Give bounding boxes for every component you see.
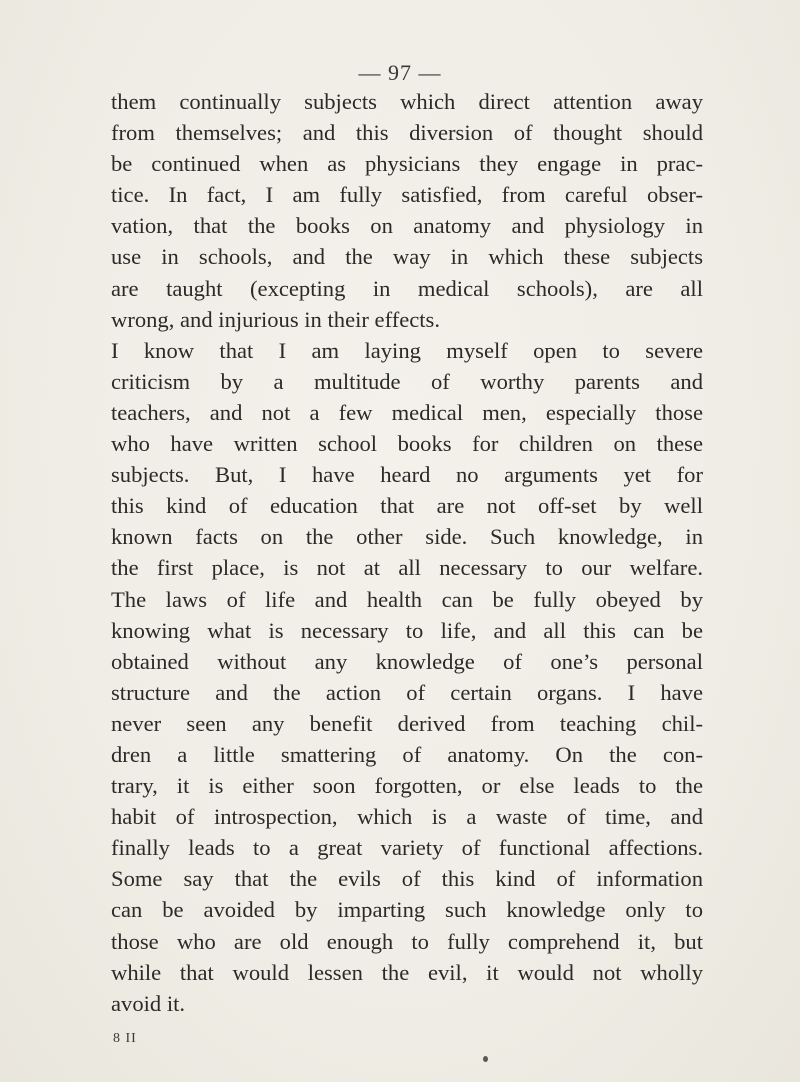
text-line: knowing what is necessary to life, and all this can be	[111, 617, 703, 643]
text-line: structure and the action of certain organs. I have	[111, 679, 703, 705]
text-line: known facts on the other side. Such knowledge, in	[111, 524, 703, 550]
text-line: who have written school books for children on these	[111, 431, 703, 457]
text-line: the first place, is not at all necessary to our welfare.	[111, 555, 703, 581]
text-line: wrong, and injurious in their effects.	[111, 306, 440, 332]
text-line: The laws of life and health can be fully obeyed by	[111, 586, 703, 612]
text-line: dren a little smattering of anatomy. On the con-	[111, 741, 703, 767]
text-line: tice. In fact, I am fully satisfied, from careful obser-	[111, 182, 703, 208]
text-line: can be avoided by imparting such knowledge only to	[111, 897, 703, 923]
text-line: from themselves; and this diversion of thought should	[111, 120, 703, 146]
text-line: teachers, and not a few medical men, especially those	[111, 399, 703, 425]
text-line: this kind of education that are not off-set by well	[111, 493, 703, 519]
text-line: I know that I am laying myself open to severe	[111, 337, 703, 363]
text-line: vation, that the books on anatomy and physiology in	[111, 213, 703, 239]
text-line: criticism by a multitude of worthy parents and	[111, 368, 703, 394]
text-line: subjects. But, I have heard no arguments yet for	[111, 462, 703, 488]
page-number: — 97 —	[358, 60, 442, 85]
text-line: obtained without any knowledge of one’s personal	[111, 648, 703, 674]
text-line: are taught (excepting in medical schools), are all	[111, 275, 703, 301]
text-line: never seen any benefit derived from teaching chil-	[111, 710, 703, 736]
text-line: habit of introspection, which is a waste of time, and	[111, 804, 703, 830]
text-line: trary, it is either soon forgotten, or else leads to the	[111, 773, 703, 799]
text-line: avoid it.	[111, 990, 186, 1016]
text-line: be continued when as physicians they engage in prac-	[111, 151, 703, 177]
text-line: while that would lessen the evil, it would not wholly	[111, 959, 703, 985]
ink-speck	[483, 1056, 488, 1062]
printer-signature-mark: 8 II	[113, 1031, 137, 1046]
text-line: them continually subjects which direct attention away	[111, 89, 703, 114]
text-line: Some say that the evils of this kind of information	[111, 866, 703, 892]
text-line: use in schools, and the way in which these subjects	[111, 244, 703, 270]
text-line: finally leads to a great variety of functional affections.	[111, 835, 703, 861]
text-line: those who are old enough to fully comprehend it, but	[111, 928, 703, 954]
body-text	[111, 86, 703, 1019]
